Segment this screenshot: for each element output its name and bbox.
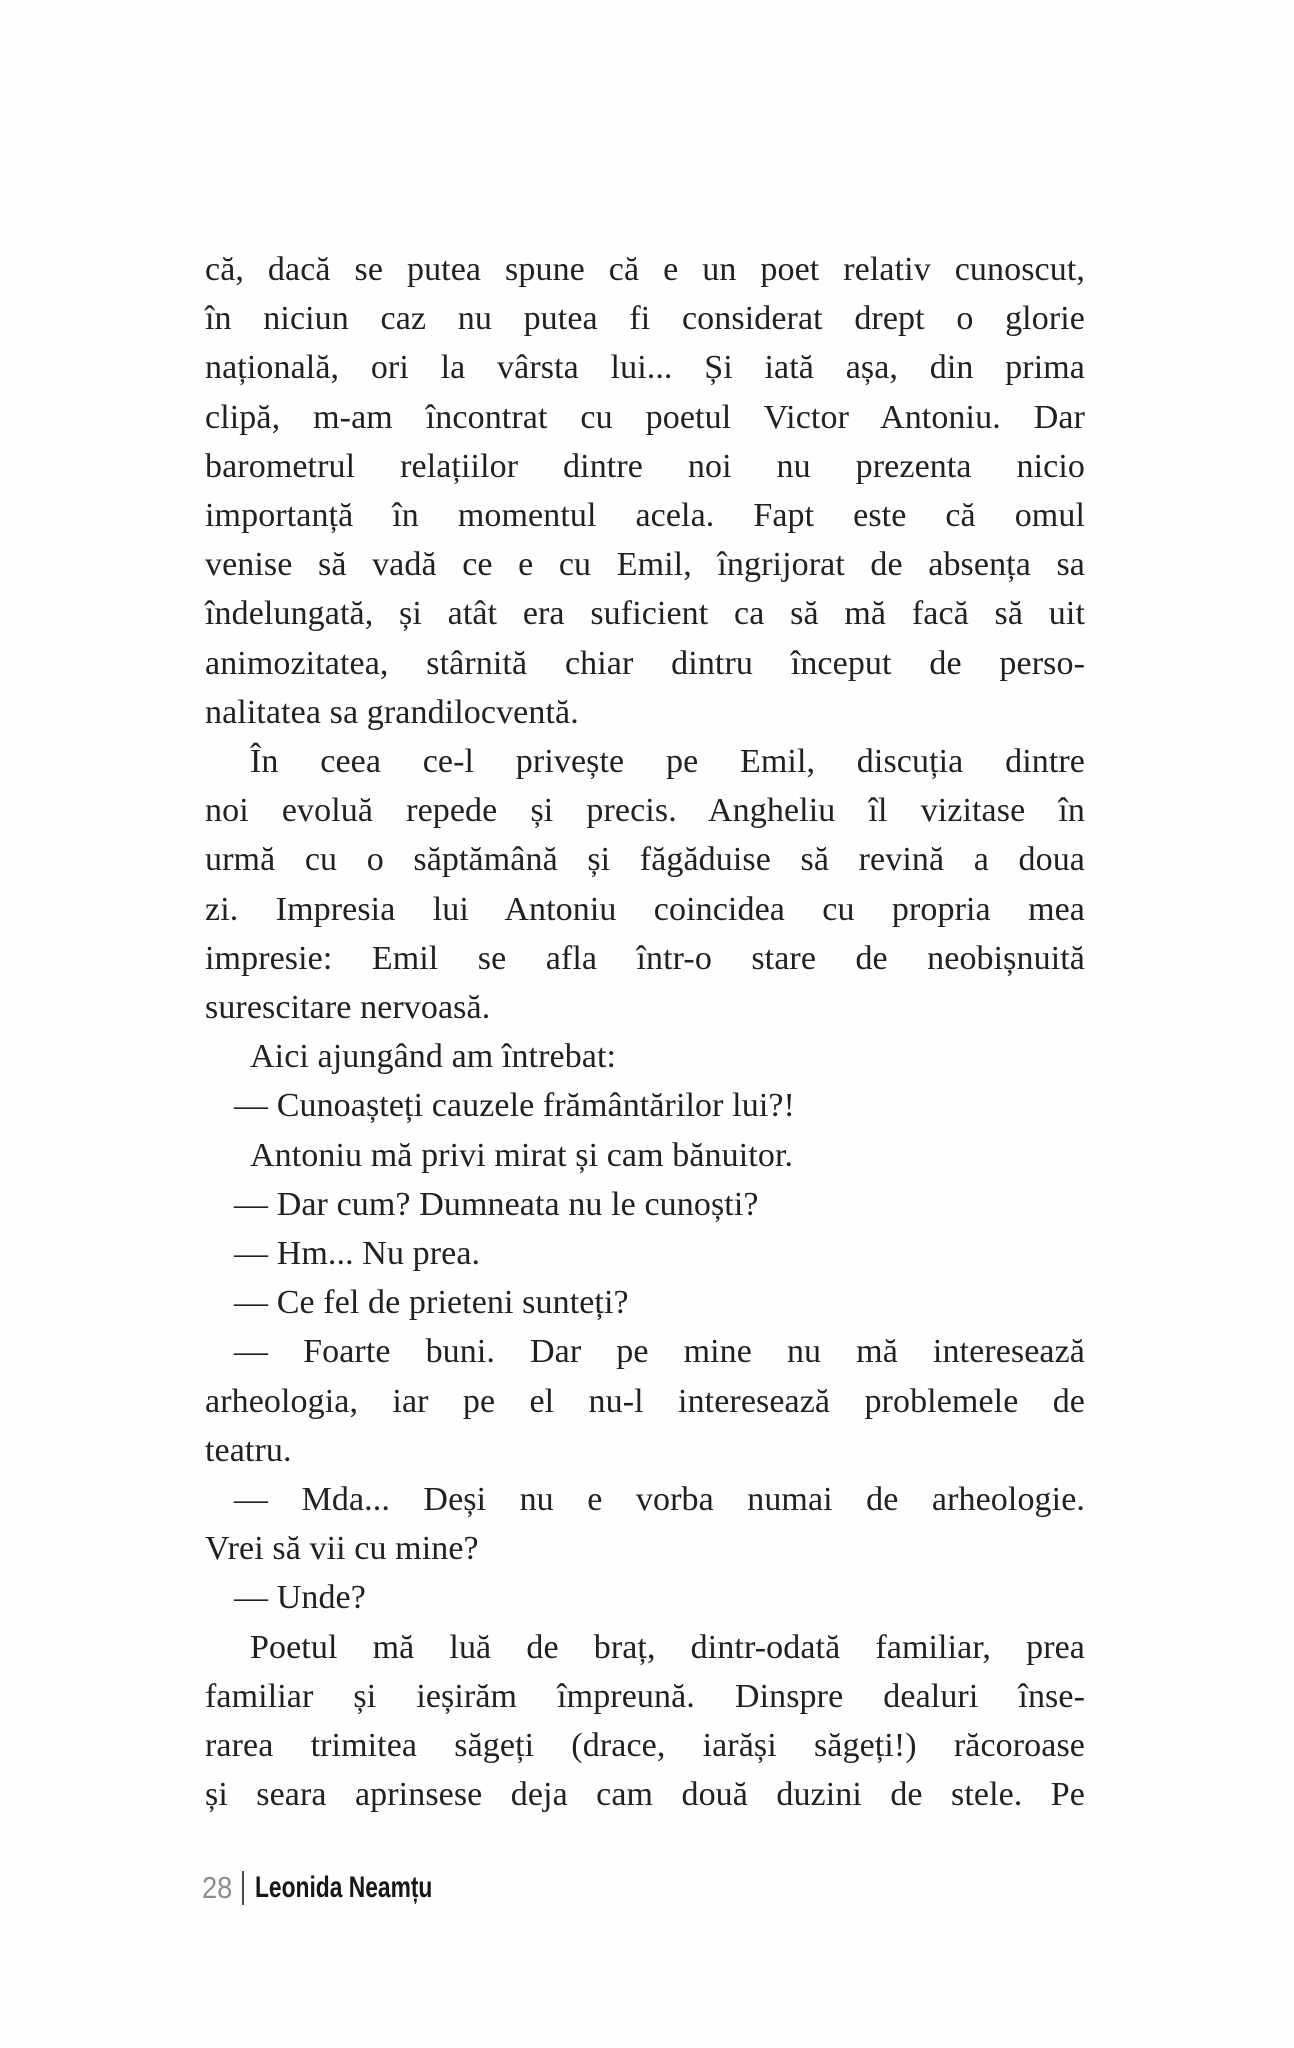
text-line: teatru. (205, 1431, 292, 1469)
text-line: rarea trimitea săgeți (drace, iarăși săgeți!) răcoroase (205, 1727, 1085, 1765)
footer-separator (242, 1871, 244, 1905)
page-text-block (205, 245, 1085, 1820)
text-line: Aici ajungând am întrebat: (250, 1038, 617, 1076)
text-line: impresie: Emil se afla într-o stare de neobișnuită (205, 939, 1085, 977)
text-line: — Dar cum? Dumneata nu le cunoști? (234, 1185, 759, 1223)
text-line: importanță în momentul acela. Fapt este că omul (205, 497, 1085, 535)
text-line: — Ce fel de prieteni sunteți? (234, 1284, 629, 1322)
text-line: — Hm... Nu prea. (234, 1235, 481, 1273)
text-line: arheologia, iar pe el nu-l interesează problemele de (205, 1382, 1085, 1420)
text-line: — Cunoașteți cauzele frământărilor lui?! (234, 1087, 795, 1125)
text-line: urmă cu o săptămână și făgăduise să revină a doua (205, 841, 1085, 879)
text-line: îndelungată, și atât era suficient ca să mă facă să uit (205, 595, 1085, 633)
text-line: familiar și ieșirăm împreună. Dinspre dealuri înse- (205, 1677, 1085, 1715)
page-footer (202, 1868, 489, 1908)
text-line: surescitare nervoasă. (205, 989, 491, 1027)
author-name: Leonida Neamțu (255, 1871, 433, 1904)
text-line: barometrul relațiilor dintre noi nu prezenta nicio (205, 447, 1085, 485)
text-line: — Mda... Deși nu e vorba numai de arheologie. (234, 1481, 1085, 1519)
text-line: zi. Impresia lui Antoniu coincidea cu propria mea (205, 890, 1085, 928)
text-line: Antoniu mă privi mirat și cam bănuitor. (250, 1136, 794, 1174)
text-line: animozitatea, stârnită chiar dintru început de perso- (205, 644, 1085, 682)
text-line: nalitatea sa grandilocventă. (205, 693, 579, 731)
text-line: noi evoluă repede și precis. Angheliu îl vizitase în (205, 792, 1085, 830)
text-line: venise să vadă ce e cu Emil, îngrijorat de absența sa (205, 546, 1085, 584)
text-line: clipă, m-am încontrat cu poetul Victor Antoniu. Dar (205, 398, 1085, 436)
text-line: În ceea ce-l privește pe Emil, discuția dintre (250, 743, 1085, 781)
text-line: în niciun caz nu putea fi considerat drept o glorie (205, 300, 1085, 338)
text-line: și seara aprinsese deja cam două duzini de stele. Pe (205, 1776, 1085, 1814)
text-line: Vrei să vii cu mine? (205, 1530, 479, 1568)
text-line: națională, ori la vârsta lui... Și iată așa, din prima (205, 349, 1085, 387)
text-line: că, dacă se putea spune că e un poet relativ cunoscut, (205, 251, 1085, 288)
text-line: — Foarte buni. Dar pe mine nu mă interesează (234, 1333, 1085, 1371)
text-line: Poetul mă luă de braț, dintr-odată familiar, prea (250, 1628, 1085, 1666)
page-number: 28 (202, 1870, 233, 1905)
text-line: — Unde? (234, 1579, 366, 1617)
